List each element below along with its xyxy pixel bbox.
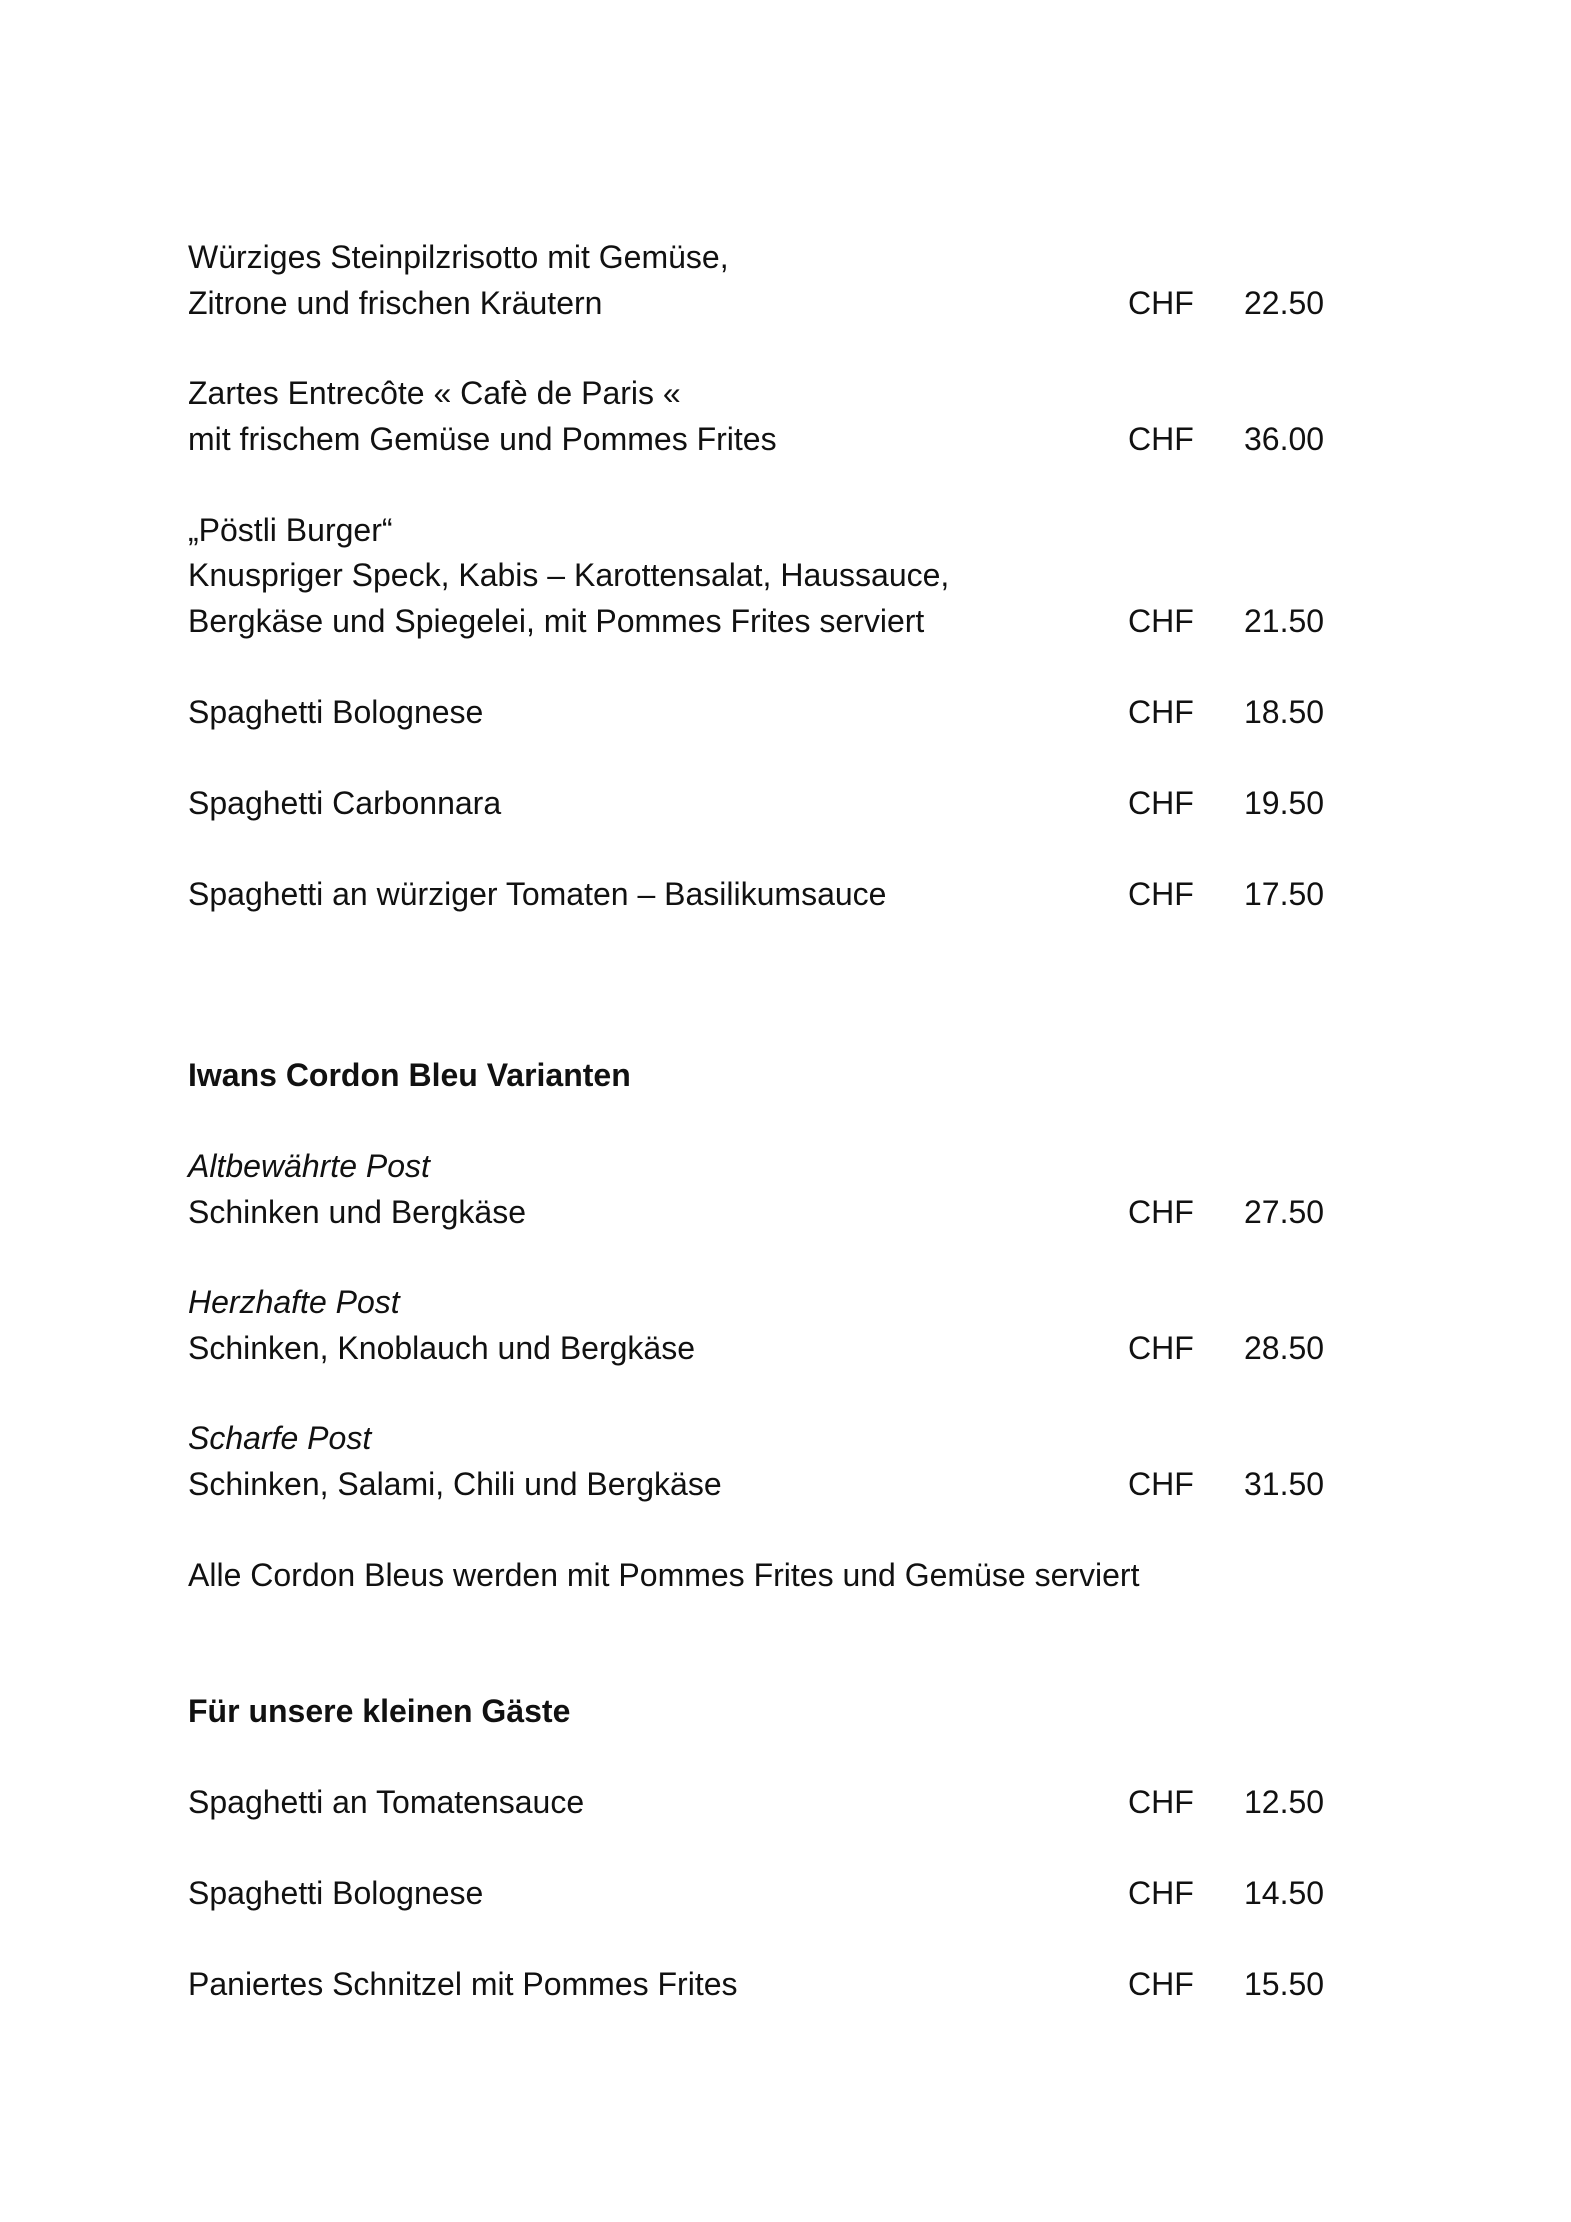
price-value: 28.50 [1244, 1330, 1325, 1366]
dish-line: Spaghetti an würziger Tomaten – Basilikumsauce [188, 876, 887, 912]
currency-label: CHF [1128, 285, 1194, 321]
variant-name: Herzhafte Post [188, 1284, 400, 1320]
price-value: 14.50 [1244, 1875, 1325, 1911]
price-value: 15.50 [1244, 1966, 1325, 2002]
dish-line: mit frischem Gemüse und Pommes Frites [188, 421, 777, 457]
dish-line: Zartes Entrecôte « Cafè de Paris « [188, 375, 681, 411]
price-value: 27.50 [1244, 1194, 1325, 1230]
dish-line: Knuspriger Speck, Kabis – Karottensalat, Haussauce, [188, 557, 950, 593]
variant-description: Schinken, Salami, Chili und Bergkäse [188, 1466, 722, 1502]
kids-dish: Spaghetti Bolognese [188, 1875, 484, 1911]
dish-line: Spaghetti Carbonnara [188, 785, 502, 821]
variant-name: Altbewährte Post [188, 1148, 430, 1184]
cordon-bleu-note: Alle Cordon Bleus werden mit Pommes Frites und Gemüse serviert [188, 1557, 1140, 1593]
currency-label: CHF [1128, 1466, 1194, 1502]
currency-label: CHF [1128, 785, 1194, 821]
currency-label: CHF [1128, 694, 1194, 730]
currency-label: CHF [1128, 1966, 1194, 2002]
dish-line: Würziges Steinpilzrisotto mit Gemüse, [188, 239, 729, 275]
currency-label: CHF [1128, 1330, 1194, 1366]
kids-dish: Spaghetti an Tomatensauce [188, 1784, 585, 1820]
dish-line: Spaghetti Bolognese [188, 694, 484, 730]
price-value: 12.50 [1244, 1784, 1325, 1820]
price-value: 18.50 [1244, 694, 1325, 730]
section-heading: Für unsere kleinen Gäste [188, 1693, 571, 1729]
price-value: 19.50 [1244, 785, 1325, 821]
variant-name: Scharfe Post [188, 1420, 372, 1456]
currency-label: CHF [1128, 421, 1194, 457]
dish-line: Bergkäse und Spiegelei, mit Pommes Frites serviert [188, 603, 925, 639]
price-value: 17.50 [1244, 876, 1325, 912]
variant-description: Schinken, Knoblauch und Bergkäse [188, 1330, 696, 1366]
price-value: 22.50 [1244, 285, 1325, 321]
currency-label: CHF [1128, 1875, 1194, 1911]
currency-label: CHF [1128, 603, 1194, 639]
variant-description: Schinken und Bergkäse [188, 1194, 526, 1230]
section-heading: Iwans Cordon Bleu Varianten [188, 1057, 631, 1093]
dish-line: Zitrone und frischen Kräutern [188, 285, 603, 321]
currency-label: CHF [1128, 1784, 1194, 1820]
dish-line: „Pöstli Burger“ [188, 512, 393, 548]
price-value: 31.50 [1244, 1466, 1325, 1502]
price-value: 21.50 [1244, 603, 1325, 639]
kids-dish: Paniertes Schnitzel mit Pommes Frites [188, 1966, 738, 2002]
price-value: 36.00 [1244, 421, 1325, 457]
currency-label: CHF [1128, 1194, 1194, 1230]
currency-label: CHF [1128, 876, 1194, 912]
